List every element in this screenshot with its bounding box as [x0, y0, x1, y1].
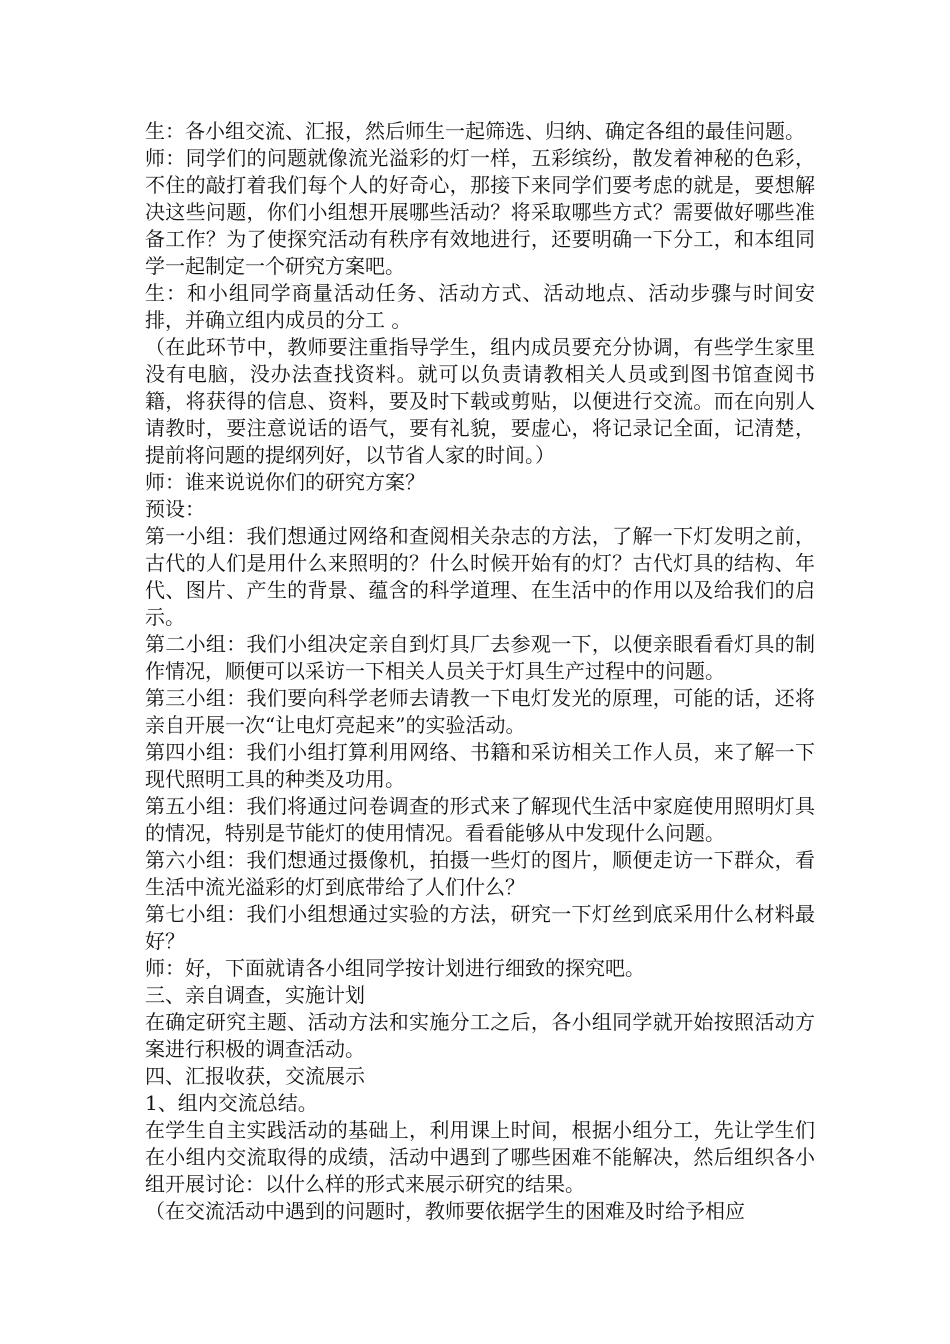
paragraph: （在交流活动中遇到的问题时，教师要依据学生的困难及时给予相应 [145, 1199, 745, 1223]
paragraph: 师：同学们的问题就像流光溢彩的灯一样，五彩缤纷，散发着神秘的色彩，不住的敲打着我们每个人的好奇心，那接下来同学们要考虑的就是，要想解决这些问题，你们小组想开展哪些活动？将采取哪些方式？需要做好哪些准备工作？为了使探究活动有秩序有效地进行，还要明确一下分工，和本组同学一起制定一个研究方案吧。 [145, 146, 815, 278]
paragraph: 第五小组：我们将通过问卷调查的形式来了解现代生活中家庭使用照明灯具的情况，特别是节能灯的使用情况。看看能够从中发现什么问题。 [145, 794, 815, 845]
paragraph: 在学生自主实践活动的基础上，利用课上时间，根据小组分工，先让学生们在小组内交流取得的成绩，活动中遇到了哪些困难不能解决，然后组织各小组开展讨论：以什么样的形式来展示研究的结果。 [145, 1118, 815, 1196]
paragraph: 预设： [145, 497, 205, 521]
paragraph: 第六小组：我们想通过摄像机，拍摄一些灯的图片，顺便走访一下群众，看生活中流光溢彩的灯到底带给了人们什么？ [145, 848, 815, 899]
paragraph: 师：谁来说说你们的研究方案？ [145, 470, 425, 494]
paragraph: 第二小组：我们小组决定亲自到灯具厂去参观一下，以便亲眼看看灯具的制作情况，顺便可以采访一下相关人员关于灯具生产过程中的问题。 [145, 632, 815, 683]
paragraph: 生：各小组交流、汇报，然后师生一起筛选、归纳、确定各组的最佳问题。 [145, 119, 805, 143]
sub-heading: 1、组内交流总结。 [145, 1091, 318, 1115]
paragraph: 生：和小组同学商量活动任务、活动方式、活动地点、活动步骤与时间安排，并确立组内成员的分工 。 [145, 281, 815, 332]
section-heading: 四、汇报收获，交流展示 [145, 1064, 365, 1088]
paragraph: 在确定研究主题、活动方法和实施分工之后，各小组同学就开始按照活动方案进行积极的调查活动。 [145, 1010, 815, 1061]
paragraph: 第一小组：我们想通过网络和查阅相关杂志的方法，了解一下灯发明之前，古代的人们是用什么来照明的？什么时候开始有的灯？古代灯具的结构、年代、图片、产生的背景、蕴含的科学道理、在生活中的作用以及给我们的启示。 [145, 524, 815, 629]
paragraph: 第三小组：我们要向科学老师去请教一下电灯发光的原理，可能的话，还将亲自开展一次“让电灯亮起来”的实验活动。 [145, 686, 815, 737]
paragraph: 第七小组：我们小组想通过实验的方法，研究一下灯丝到底采用什么材料最好？ [145, 902, 815, 953]
section-heading: 三、亲自调查，实施计划 [145, 983, 365, 1007]
document-body [145, 118, 815, 1225]
paragraph: 第四小组：我们小组打算利用网络、书籍和采访相关工作人员，来了解一下现代照明工具的种类及功用。 [145, 740, 815, 791]
paragraph: （在此环节中，教师要注重指导学生，组内成员要充分协调，有些学生家里没有电脑，没办法查找资料。就可以负责请教相关人员或到图书馆查阅书籍，将获得的信息、资料，要及时下载或剪贴，以便进行交流。而在向别人请教时，要注意说话的语气，要有礼貌，要虚心，将记录记全面，记清楚，提前将问题的提纲列好，以节省人家的时间。） [145, 335, 815, 467]
paragraph: 师：好，下面就请各小组同学按计划进行细致的探究吧。 [145, 956, 645, 980]
